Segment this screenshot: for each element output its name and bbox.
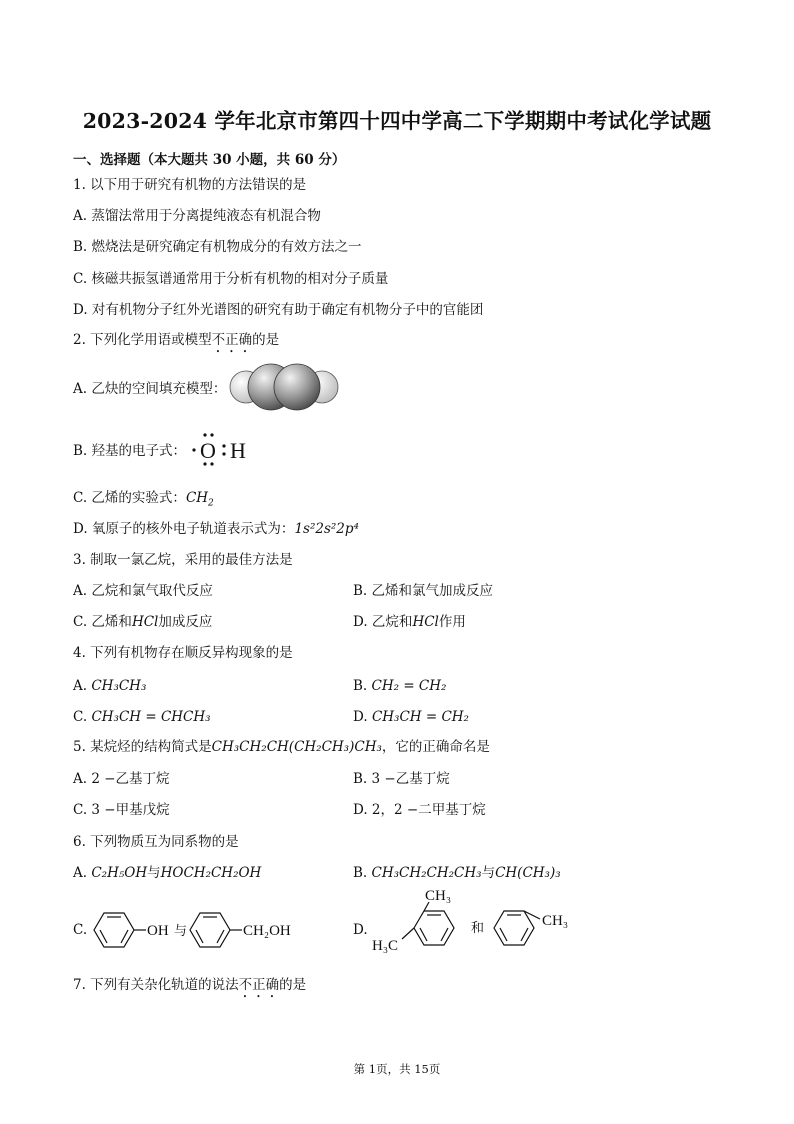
question-5-option-a: A. 2 −乙基丁烷 <box>73 771 170 787</box>
question-4-option-d <box>353 708 469 726</box>
option-label: D. 氧原子的核外电子轨道表示式为： <box>73 521 295 537</box>
question-3-option-c <box>73 613 212 631</box>
question-4-option-b <box>353 677 446 695</box>
hydroxymethyl-label: CH₂OH <box>243 923 291 939</box>
question-2-option-c <box>73 489 214 513</box>
question-4-stem: 4. 下列有机物存在顺反异构现象的是 <box>73 645 293 661</box>
stem-text: 7. 下列有关杂化轨道的说法 <box>73 977 239 993</box>
text: 加成反应 <box>158 614 213 630</box>
question-4-option-a <box>73 677 146 695</box>
phenol-and-benzyl-alcohol-icon <box>86 905 306 957</box>
question-6-option-b <box>353 864 561 882</box>
formula: CH₃CH₃ <box>91 678 147 694</box>
question-5-option-c: C. 3 −甲基戊烷 <box>73 802 170 818</box>
stem-text: 的是 <box>252 332 280 348</box>
formula: CH <box>185 490 209 506</box>
formula: CH₃CH₂CH(CH₂CH₃)CH₃ <box>211 739 382 755</box>
subscript: 2 <box>208 498 214 509</box>
question-1-stem: 1. 以下用于研究有机物的方法错误的是 <box>73 177 307 193</box>
phenol-structure-icon <box>94 913 146 947</box>
option-label: A. <box>73 865 88 881</box>
text: 作用 <box>438 614 466 630</box>
question-6-stem: 6. 下列物质互为同系物的是 <box>73 834 239 850</box>
connector: 和 <box>471 920 485 935</box>
question-3-option-a: A. 乙烷和氯气取代反应 <box>73 583 213 599</box>
stem-text: 的是 <box>279 977 307 993</box>
question-5-option-d: D. 2，2 −二甲基丁烷 <box>353 802 486 818</box>
question-2-option-d <box>73 520 359 538</box>
formula: CH₂ = CH₂ <box>371 678 447 694</box>
question-6-option-a <box>73 864 261 882</box>
toluene-structure-icon <box>494 911 540 945</box>
connector: 与 <box>174 923 188 938</box>
question-1-option-d: D. 对有机物分子红外光谱图的研究有助于确定有机物分子中的官能团 <box>73 302 484 318</box>
text: ，它的正确命名是 <box>381 739 490 755</box>
option-label: B. <box>353 678 368 694</box>
connector: 与 <box>147 865 161 881</box>
emphasis-text: 不正确 <box>238 977 280 993</box>
section-heading: 一、选择题（本大题共 30 小题，共 60 分） <box>73 152 346 168</box>
emphasis-text: 不正确 <box>211 332 253 348</box>
hydroxyl-label: OH <box>147 923 169 939</box>
question-5-stem <box>73 738 490 756</box>
question-1-option-c: C. 核磁共振氢谱通常用于分析有机物的相对分子质量 <box>73 271 389 287</box>
question-2-stem <box>73 331 279 356</box>
formula: HCl <box>131 614 159 630</box>
xylene-and-toluene-icon <box>368 886 580 966</box>
question-2-option-a-label: A. 乙炔的空间填充模型： <box>73 381 227 397</box>
page-footer: 第 1页，共 15页 <box>353 1062 441 1076</box>
hydroxyl-electron-dot-icon <box>186 429 256 469</box>
methyl-label: CH₃ <box>425 888 452 904</box>
methyl-label: CH₃ <box>542 913 569 929</box>
option-label: B. <box>353 865 368 881</box>
formula: CH₃CH = CH₂ <box>371 709 469 725</box>
question-6-option-c-label: C. <box>73 922 88 938</box>
methyl-label: H₃C <box>372 938 399 954</box>
question-1-option-b: B. 燃烧法是研究确定有机物成分的有效方法之一 <box>73 239 362 255</box>
oxygen-symbol: O <box>200 438 216 463</box>
formula: CH₃CH₂CH₂CH₃ <box>371 865 482 881</box>
option-label: D. <box>353 709 368 725</box>
question-1-option-a: A. 蒸馏法常用于分离提纯液态有机混合物 <box>73 208 321 224</box>
acetylene-space-filling-model-icon <box>228 362 340 412</box>
formula: 1s²2s²2p⁴ <box>294 521 359 537</box>
text: D. 乙烷和 <box>353 614 413 630</box>
question-4-option-c <box>73 708 211 726</box>
option-label: C. <box>73 709 88 725</box>
question-3-stem: 3. 制取一氯乙烷，采用的最佳方法是 <box>73 552 293 568</box>
question-2-option-b-label: B. 羟基的电子式： <box>73 443 187 459</box>
hydrogen-symbol: H <box>230 438 246 463</box>
option-label: A. <box>73 678 88 694</box>
formula: C₂H₅OH <box>91 865 148 881</box>
formula: CH₃CH = CHCH₃ <box>91 709 211 725</box>
connector: 与 <box>481 865 496 881</box>
formula: HCl <box>412 614 439 630</box>
option-label: C. 乙烯的实验式： <box>73 490 186 506</box>
stem-text: 2. 下列化学用语或模型 <box>73 332 212 348</box>
formula: HOCH₂CH₂OH <box>160 865 262 881</box>
text: 5. 某烷烃的结构简式是 <box>73 739 212 755</box>
question-3-option-d <box>353 613 466 631</box>
question-6-option-d-label: D. <box>353 922 368 938</box>
question-3-option-b: B. 乙烯和氯气加成反应 <box>353 583 494 599</box>
question-7-stem <box>73 976 306 1001</box>
xylene-structure-icon <box>402 902 454 945</box>
text: C. 乙烯和 <box>73 614 132 630</box>
question-5-option-b: B. 3 −乙基丁烷 <box>353 771 450 787</box>
benzyl-alcohol-structure-icon <box>190 913 242 947</box>
page-title: 2023-2024 学年北京市第四十四中学高二下学期期中考试化学试题 <box>82 109 712 133</box>
formula: CH(CH₃)₃ <box>495 865 561 881</box>
